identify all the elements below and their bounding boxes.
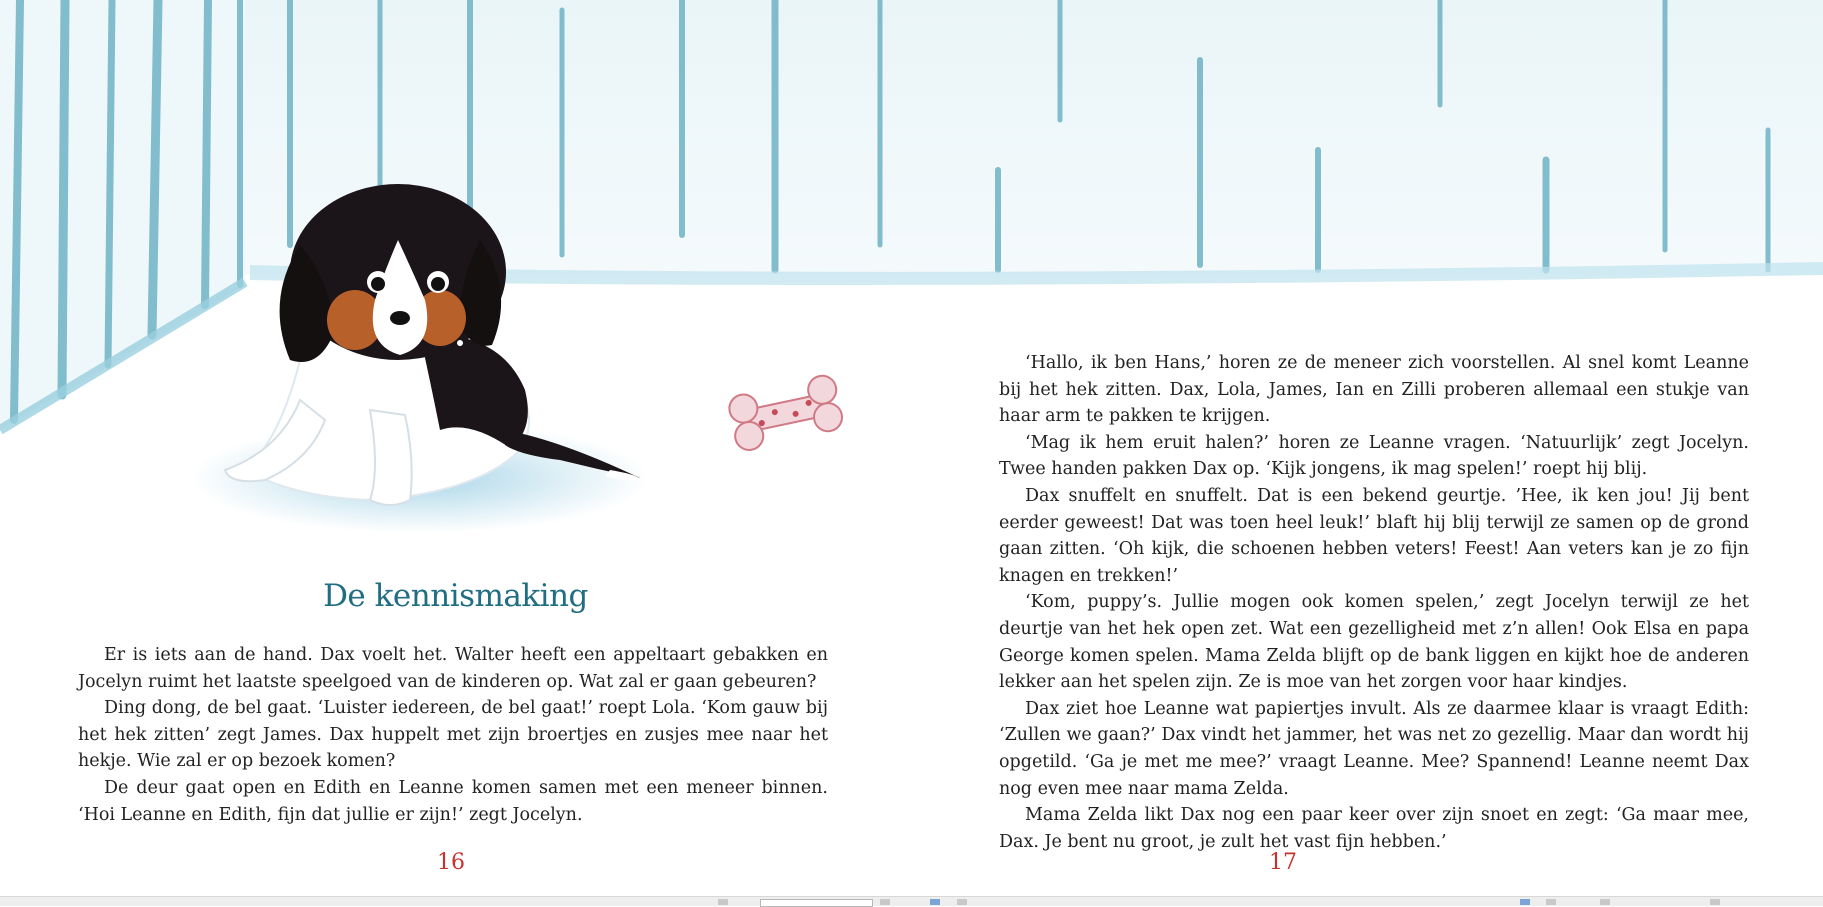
paragraph: Mama Zelda likt Dax nog een paar keer over zijn snoet en zegt: ‘Ga maar mee, Dax. Je bent nu groot, je zult het vast fijn hebben.’ bbox=[999, 805, 1749, 852]
paragraph: Er is iets aan de hand. Dax voelt het. Walter heeft een appeltaart gebakken en Jocelyn ruimt het laatste speelgoed van de kinderen op. Wat zal er gaan gebeuren? bbox=[78, 645, 828, 692]
paragraph: ‘Kom, puppy’s. Jullie mogen ook komen spelen,’ zegt Jocelyn terwijl ze het deurtje van het hek open zet. Wat een gezelligheid met z’n allen! Ook Elsa en papa George komen spelen. Mama Zelda blijft op de bank liggen en kijkt hoe de anderen lekker aan het spelen zijn. Ze is moe van het zorgen voor haar kindjes. bbox=[999, 592, 1749, 693]
paragraph: ‘Mag ik hem eruit halen?’ horen ze Leanne vragen. ‘Natuurlijk’ zegt Jocelyn. Twee handen pakken Dax op. ‘Kijk jongens, ik mag spelen!’ roept hij blij. bbox=[999, 432, 1749, 480]
left-page bbox=[0, 0, 911, 896]
spread-view-button[interactable] bbox=[1520, 899, 1530, 905]
paragraph: Ding dong, de bel gaat. ‘Luister iedereen, de bel gaat!’ roept Lola. ‘Kom gauw bij het hek zitten’ zegt James. Dax huppelt met zijn broertjes en zusjes mee naar het hekje. Wie zal er op bezoek komen? bbox=[78, 698, 828, 772]
single-page-view-button[interactable] bbox=[957, 899, 967, 905]
paragraph: Dax snuffelt en snuffelt. Dat is een bekend geurtje. ’Hee, ik ken jou! Jij bent eerder geweest! Dat was toen heel leuk!’ blaft hij blij terwijl ze samen op de grond gaan zitten. ‘Oh kijk, die schoenen hebben veters! Feest! Aan veters kan je zo fijn knagen en trekken!’ bbox=[999, 485, 1749, 586]
page-number-left: 16 bbox=[437, 850, 465, 875]
paragraph: De deur gaat open en Edith en Leanne komen samen met een meneer binnen. ‘Hoi Leanne en Edith, fijn dat jullie er zijn!’ zegt Jocelyn. bbox=[78, 777, 828, 825]
viewer-toolbar bbox=[0, 896, 1823, 906]
page-number-right: 17 bbox=[1269, 850, 1297, 875]
book-view-button[interactable] bbox=[1600, 899, 1610, 905]
paragraph: ‘Hallo, ik ben Hans,’ horen ze de meneer zich voorstellen. Al snel komt Leanne bij het hek zitten. Dax, Lola, James, Ian en Zilli proberen allemaal een stukje van haar arm te pakken te krijgen. bbox=[999, 353, 1749, 427]
zoom-button[interactable] bbox=[1710, 899, 1720, 905]
paragraph: Dax ziet hoe Leanne wat papiertjes invult. Als ze daarmee klaar is vraagt Edith: ‘Zullen we gaan?’ Dax vindt het jammer, het was net zo gezellig. Maar dan wordt hij opgetild. ‘Ga je met me mee?’ vraagt Leanne. Mee? Spannend! Leanne neemt Dax nog even mee naar mama Zelda. bbox=[999, 698, 1749, 799]
right-page-text bbox=[999, 350, 1749, 855]
previous-page-button[interactable] bbox=[718, 899, 728, 905]
chapter-title: De kennismaking bbox=[323, 578, 588, 614]
left-page-text bbox=[78, 642, 828, 828]
next-page-button[interactable] bbox=[880, 899, 890, 905]
right-page bbox=[911, 0, 1823, 896]
two-page-view-button[interactable] bbox=[930, 899, 940, 905]
continuous-view-button[interactable] bbox=[1546, 899, 1556, 905]
